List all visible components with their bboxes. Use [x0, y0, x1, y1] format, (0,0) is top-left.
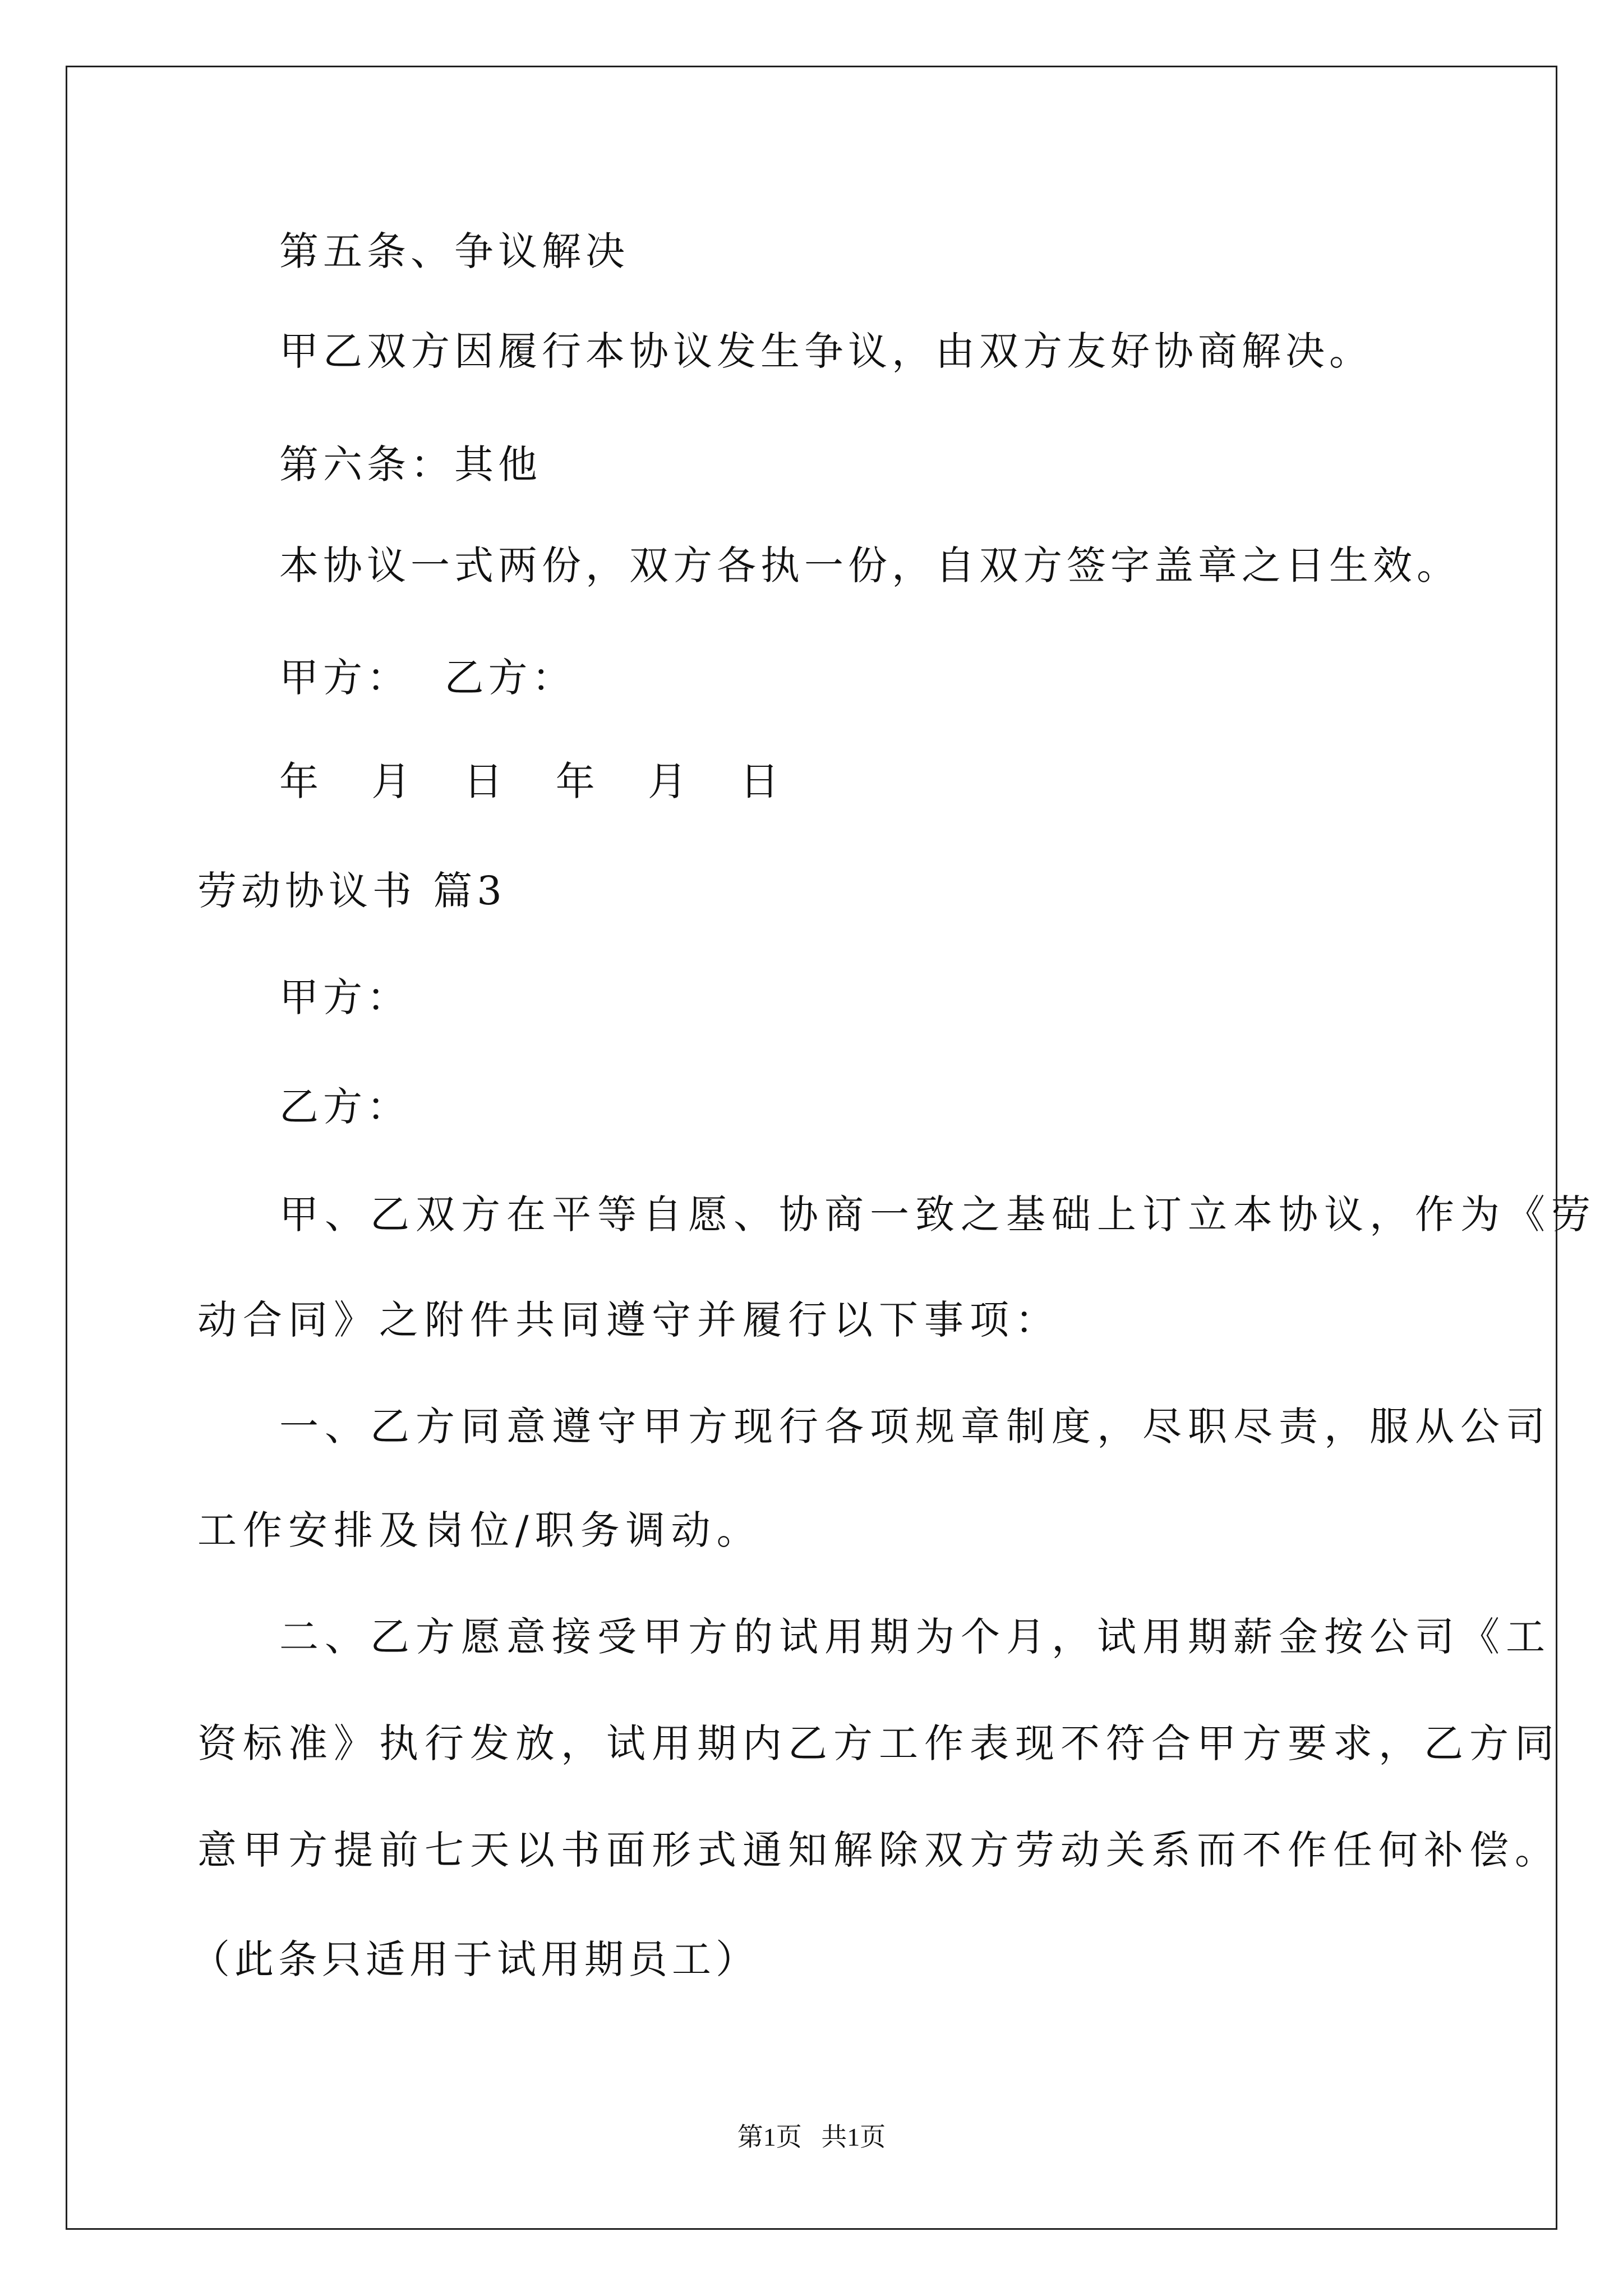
- signature-parties: 甲方： 乙方：: [279, 655, 576, 701]
- party-a-label: 甲方：: [279, 974, 411, 1020]
- page-border: [66, 66, 1557, 2230]
- signature-dates: 年 月 日 年 月 日: [279, 758, 800, 804]
- clause-2-line-2: 资标准》执行发放，试用期内乙方工作表现不符合甲方要求，乙方同: [197, 1720, 1560, 1766]
- clause-1-line-2: 工作安排及岗位/职务调动。: [197, 1507, 762, 1553]
- article5-title: 第五条、争议解决: [279, 228, 629, 274]
- section-3-title: 劳动协议书 篇3: [197, 868, 506, 914]
- clause-2-line-1: 二、乙方愿意接受甲方的试用期为个月，试用期薪金按公司《工: [279, 1614, 1551, 1660]
- clause-2-line-4: （此条只适用于试用期员工）: [191, 1936, 759, 1982]
- clause-2-line-3: 意甲方提前七天以书面形式通知解除双方劳动关系而不作任何补偿。: [197, 1827, 1560, 1873]
- article5-body: 甲乙双方因履行本协议发生争议，由双方友好协商解决。: [279, 328, 1373, 374]
- preamble-line-1: 甲、乙双方在平等自愿、协商一致之基础上订立本协议，作为《劳: [279, 1191, 1597, 1237]
- page-footer: 第1页 共1页: [737, 2123, 886, 2151]
- article6-title: 第六条：其他: [279, 441, 542, 487]
- preamble-line-2: 动合同》之附件共同遵守并履行以下事项：: [197, 1297, 1061, 1343]
- clause-1-line-1: 一、乙方同意遵守甲方现行各项规章制度，尽职尽责，服从公司: [279, 1404, 1551, 1450]
- article6-body: 本协议一式两份，双方各执一份，自双方签字盖章之日生效。: [279, 542, 1460, 588]
- party-b-label: 乙方：: [279, 1084, 411, 1130]
